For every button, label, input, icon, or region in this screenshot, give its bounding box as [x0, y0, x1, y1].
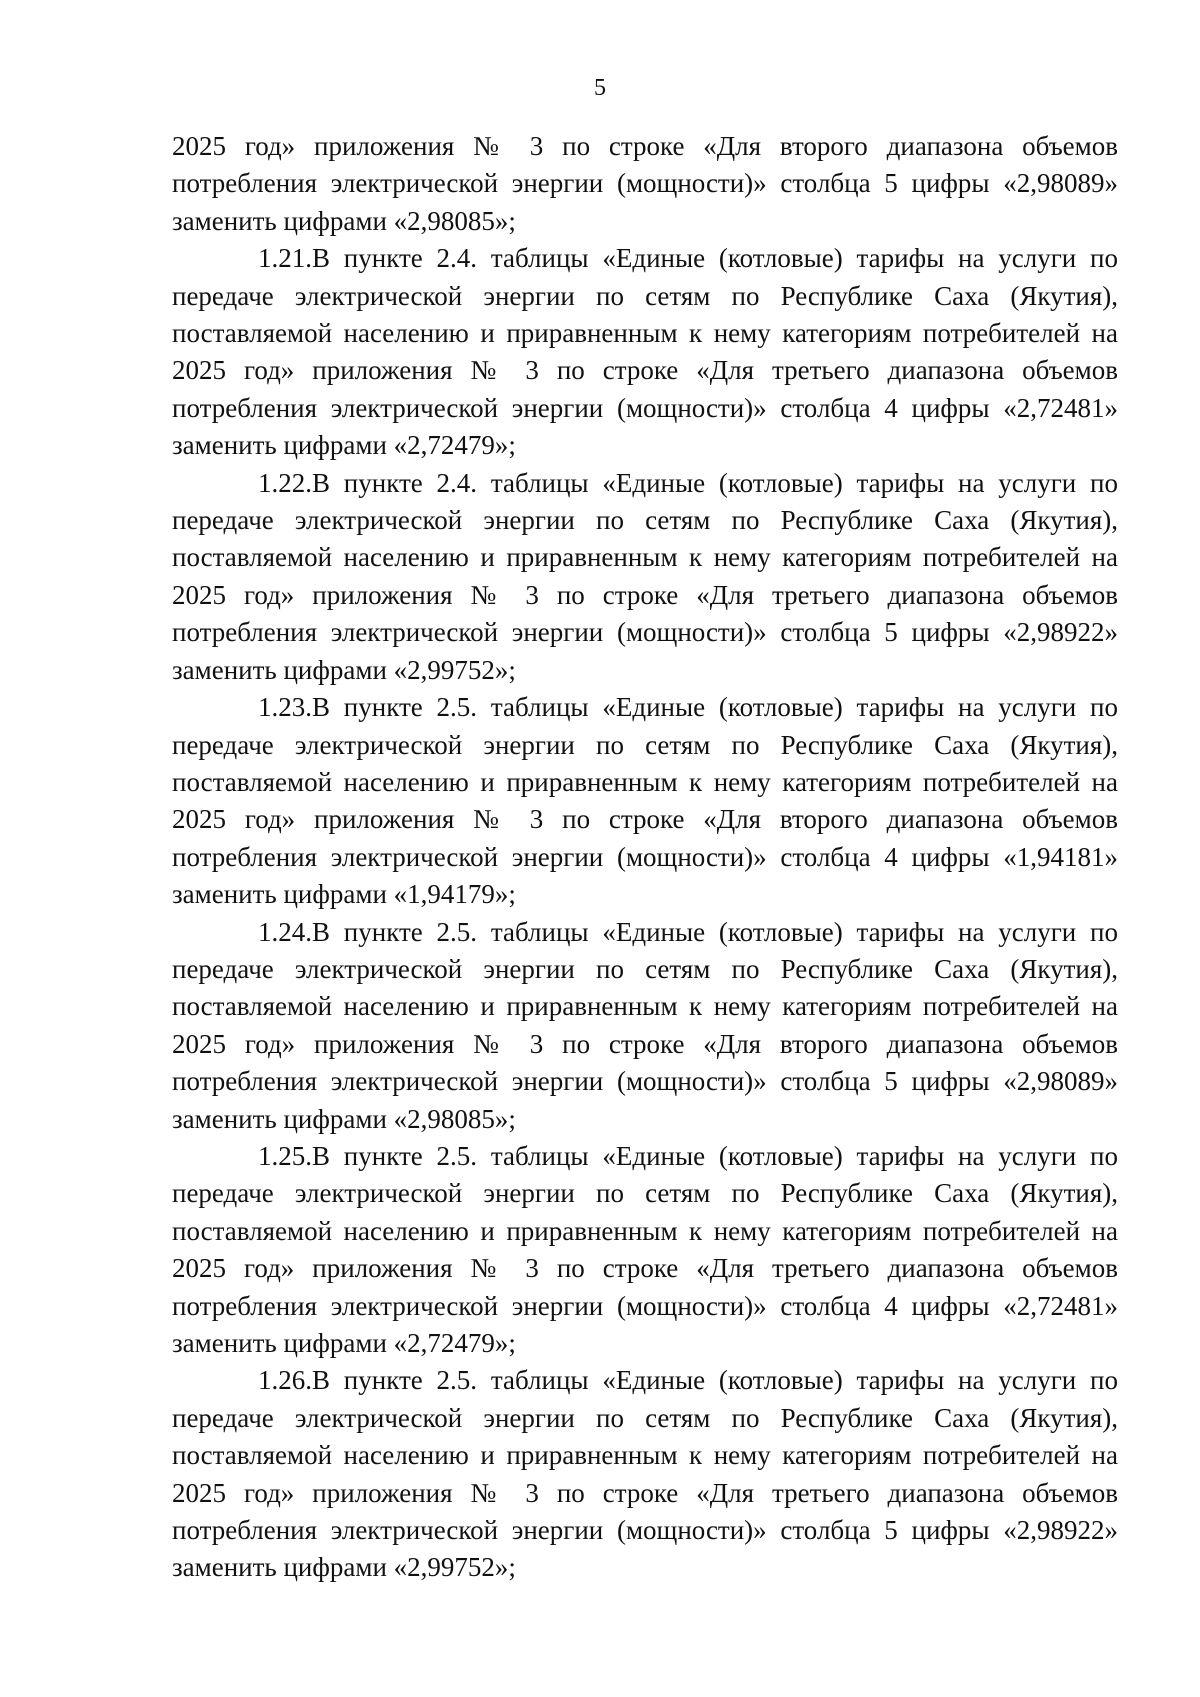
paragraph-1-24: 1.24.В пункте 2.5. таблицы «Единые (котловые) тарифы на услуги по передаче электрической энергии по сетям по Республике Саха (Якутия), поставляемой населению и приравненным к нему категориям потребителей на 2025 год» приложения № 3 по строке «Для второго диапазона объемов потребления электрической энергии (мощности)» столбца 5 цифры «2,98089» заменить цифрами «2,98085»; — [172, 916, 1118, 1134]
paragraph-continuation: 2025 год» приложения № 3 по строке «Для второго диапазона объемов потребления электрической энергии (мощности)» столбца 5 цифры «2,98089» заменить цифрами «2,98085»; — [172, 131, 1118, 236]
document-body — [172, 128, 1118, 1587]
paragraph-1-23: 1.23.В пункте 2.5. таблицы «Единые (котловые) тарифы на услуги по передаче электрической энергии по сетям по Республике Саха (Якутия), поставляемой населению и приравненным к нему категориям потребителей на 2025 год» приложения № 3 по строке «Для второго диапазона объемов потребления электрической энергии (мощности)» столбца 4 цифры «1,94181» заменить цифрами «1,94179»; — [172, 692, 1118, 910]
paragraph-1-21: 1.21.В пункте 2.4. таблицы «Единые (котловые) тарифы на услуги по передаче электрической энергии по сетям по Республике Саха (Якутия), поставляемой населению и приравненным к нему категориям потребителей на 2025 год» приложения № 3 по строке «Для третьего диапазона объемов потребления электрической энергии (мощности)» столбца 4 цифры «2,72481» заменить цифрами «2,72479»; — [172, 243, 1118, 461]
paragraph-1-25: 1.25.В пункте 2.5. таблицы «Единые (котловые) тарифы на услуги по передаче электрической энергии по сетям по Республике Саха (Якутия), поставляемой населению и приравненным к нему категориям потребителей на 2025 год» приложения № 3 по строке «Для третьего диапазона объемов потребления электрической энергии (мощности)» столбца 4 цифры «2,72481» заменить цифрами «2,72479»; — [172, 1140, 1118, 1358]
page-number: 5 — [594, 75, 606, 101]
paragraph-1-26: 1.26.В пункте 2.5. таблицы «Единые (котловые) тарифы на услуги по передаче электрической энергии по сетям по Республике Саха (Якутия), поставляемой населению и приравненным к нему категориям потребителей на 2025 год» приложения № 3 по строке «Для третьего диапазона объемов потребления электрической энергии (мощности)» столбца 5 цифры «2,98922» заменить цифрами «2,99752»; — [172, 1365, 1118, 1583]
paragraph-1-22: 1.22.В пункте 2.4. таблицы «Единые (котловые) тарифы на услуги по передаче электрической энергии по сетям по Республике Саха (Якутия), поставляемой населению и приравненным к нему категориям потребителей на 2025 год» приложения № 3 по строке «Для третьего диапазона объемов потребления электрической энергии (мощности)» столбца 5 цифры «2,98922» заменить цифрами «2,99752»; — [172, 467, 1118, 685]
